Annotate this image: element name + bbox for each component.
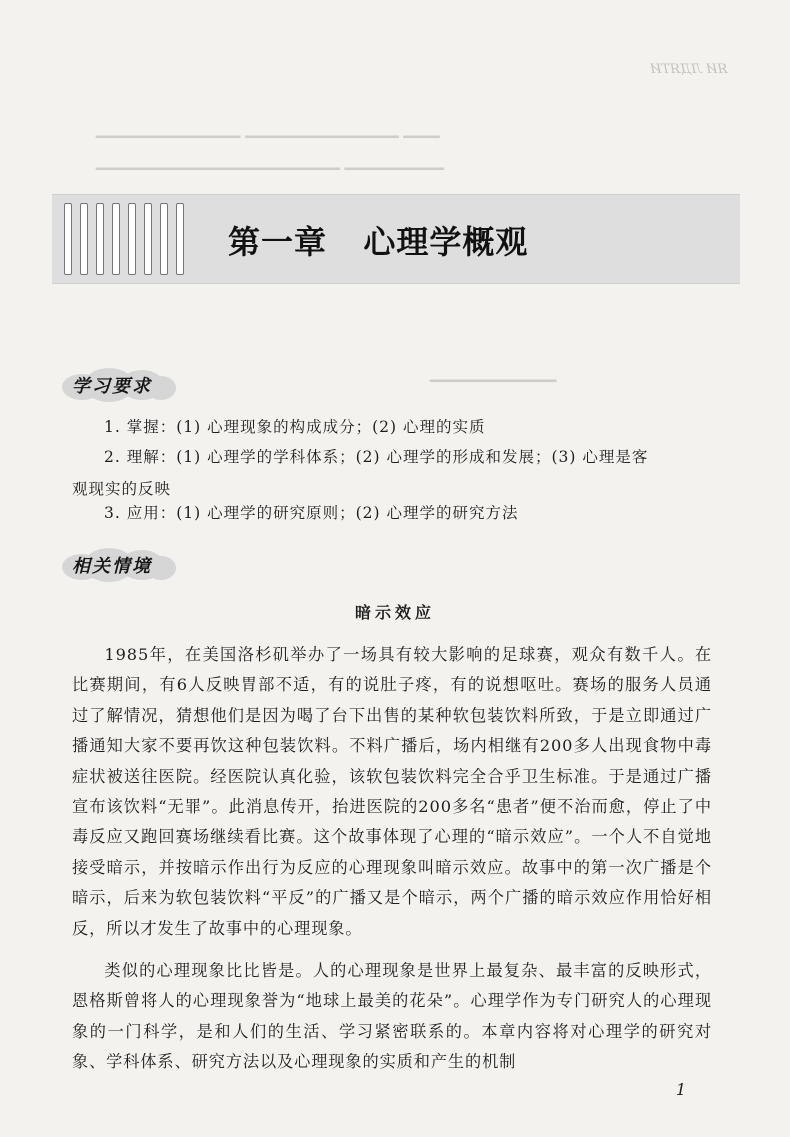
show-through-logo: ЯИ ЛДЯТИ [650, 62, 728, 77]
show-through-text: ━━━━━━━━━━━━━━ [430, 372, 557, 390]
story-paragraph: 类似的心理现象比比皆是。人的心理现象是世界上最复杂、最丰富的反映形式，恩格斯曾将人的心理现象誉为“地球上最美的花朵”。心理学作为专门研究人的心理现象的一门科学，是和人们的生活、学习紧密联系的。本章内容将对心理学的研究对象、学科体系、研究方法以及心理现象的实质和产生的机制 [72, 961, 712, 1072]
requirement-item: 1. 掌握：(1) 心理现象的构成成分；(2) 心理的实质 [104, 418, 486, 436]
banner-stripes [64, 203, 204, 275]
requirement-item-continued: 观现实的反映 [72, 480, 172, 498]
show-through-text: ━━━━━━━━━━━ ━━━━━━━━━━━━━━━━━━━━━━━━━━━ [96, 160, 444, 178]
context-heading-label: 相关情境 [72, 556, 152, 577]
story-title: 暗示效应 [354, 603, 435, 622]
requirements-heading-label: 学习要求 [72, 376, 152, 397]
show-through-text: ━━━━ ━━━━━━━━━━━━━━━━━ ━━━━━━━━━━━━━━━━ [96, 128, 440, 146]
story-paragraph: 1985年，在美国洛杉矶举办了一场具有较大影响的足球赛，观众有数千人。在比赛期间，有6人反映胃部不适，有的说肚子疼，有的说想呕吐。赛场的服务人员通过了解情况，猜想他们是因为喝了台下出售的某种软包装饮料所致，于是立即通过广播通知大家不要再饮这种包装饮料。不料广播后，场内相继有200多人出现食物中毒症状被送往医院。经医院认真化验，该软包装饮料完全合乎卫生标准。于是通过广播宣布该饮料“无罪”。此消息传开，抬进医院的200多名“患者”便不治而愈，停止了中毒反应又跑回赛场继续看比赛。这个故事体现了心理的“暗示效应”。一个人不自觉地接受暗示，并按暗示作出行为反应的心理现象叫暗示效应。故事中的第一次广播是个暗示，后来为软包装饮料“平反”的广播又是个暗示，两个广播的暗示效应作用恰好相反，所以才发生了故事中的心理现象。 [72, 645, 712, 938]
context-heading [62, 548, 178, 582]
page-number: 1 [675, 1080, 686, 1099]
requirement-item: 2. 理解：(1) 心理学的学科体系；(2) 心理学的形成和发展；(3) 心理是客 [104, 448, 649, 466]
chapter-title: 第一章 心理学概观 [228, 223, 529, 261]
requirements-heading [62, 368, 178, 402]
requirement-item: 3. 应用：(1) 心理学的研究原则；(2) 心理学的研究方法 [104, 504, 519, 522]
chapter-banner [52, 194, 740, 284]
